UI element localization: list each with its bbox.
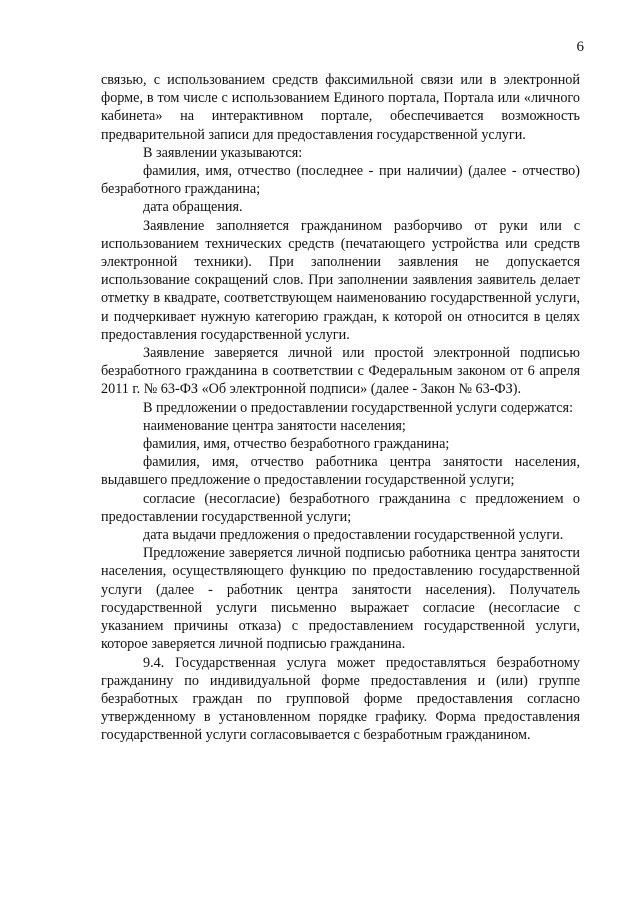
paragraph-4: дата обращения. bbox=[143, 199, 243, 216]
paragraph-3: фамилия, имя, отчество (последнее - при наличии) (далее - отчество) безработного гражданина; bbox=[101, 163, 580, 198]
paragraph-10: фамилия, имя, отчество работника центра занятости населения, выдавшего предложение о предоставлении государственной услуги; bbox=[101, 454, 580, 489]
paragraph-6: Заявление заверяется личной или простой электронной подписью безработного гражданина в соответствии с Федеральным законом от 6 апреля 2011 г. № 63-ФЗ «Об электронной подписи» (далее - Закон № 63-ФЗ). bbox=[101, 345, 580, 398]
paragraph-14: 9.4. Государственная услуга может предоставляться безработному гражданину по индивидуальной форме предоставления и (или) группе безработных граждан по групповой форме предоставления согласно утвержденному в установленном порядке графику. Форма предоставления государственной услуги согласовывается с безработным гражданином. bbox=[101, 654, 580, 744]
paragraph-2: В заявлении указываются: bbox=[143, 144, 303, 161]
paragraph-7: В предложении о предоставлении государственной услуги содержатся: bbox=[143, 399, 574, 416]
paragraph-11: согласие (несогласие) безработного гражданина с предложением о предоставлении государственной услуги; bbox=[101, 490, 580, 525]
page-number: 6 bbox=[576, 39, 584, 55]
paragraph-13: Предложение заверяется личной подписью работника центра занятости населения, осуществляющего функцию по предоставлению государственной услуги (далее - работник центра занятости населения). Получатель государственной услуги письменно выражает согласие (несогласие с указанием причины отказа) с предоставлением государственной услуги, которое заверяется личной подписью гражданина. bbox=[101, 545, 580, 653]
document-body bbox=[101, 71, 580, 745]
paragraph-8: наименование центра занятости населения; bbox=[143, 417, 406, 434]
paragraph-5: Заявление заполняется гражданином разборчиво от руки или с использованием технических средств (печатающего устройства или средств электронной техники). При заполнении заявления не допускается использование сокращений слов. При заполнении заявления заявитель делает отметку в квадрате, соответствующем наименованию государственной услуги, и подчеркивает нужную категорию граждан, к которой он относится в целях предоставления государственной услуги. bbox=[101, 217, 580, 343]
paragraph-12: дата выдачи предложения о предоставлении государственной услуги. bbox=[143, 527, 564, 544]
paragraph-9: фамилия, имя, отчество безработного гражданина; bbox=[143, 436, 450, 453]
paragraph-1: связью, с использованием средств факсимильной связи или в электронной форме, в том числе с использованием Единого портала, Портала или «личного кабинета» на интерактивном портале, обеспечивается возможность предварительной записи для предоставления государственной услуги. bbox=[101, 72, 580, 143]
